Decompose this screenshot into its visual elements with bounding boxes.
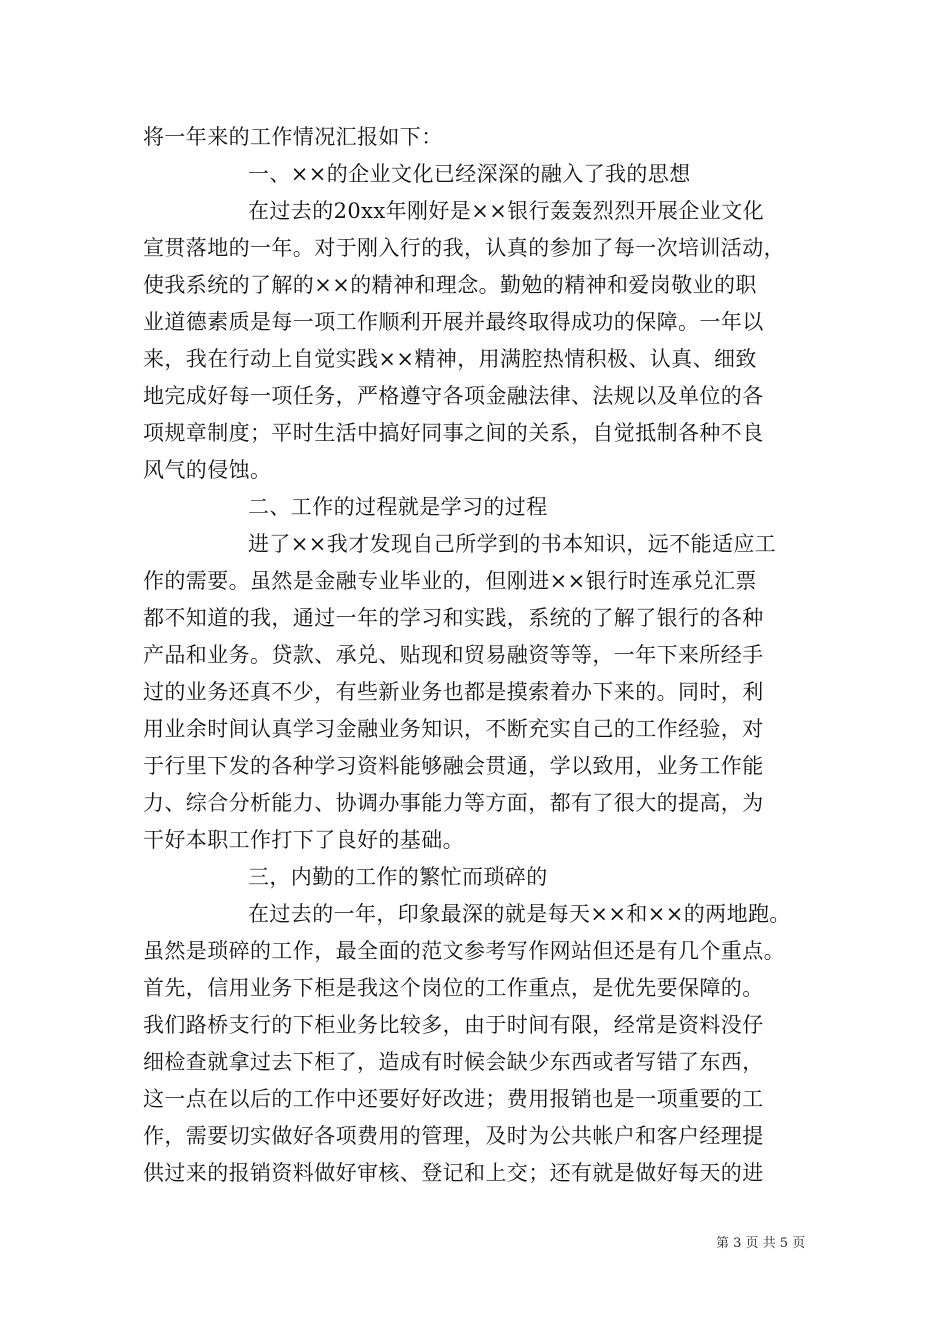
text-line: 过的业务还真不少，有些新业务也都是摸索着办下来的。同时，利 — [143, 680, 764, 704]
text-line: 力、综合分析能力、协调办事能力等方面，都有了很大的提高，为 — [143, 791, 764, 815]
text-line: 来，我在行动上自觉实践××精神，用满腔热情积极、认真、细致 — [143, 347, 757, 371]
text-line: 虽然是琐碎的工作，最全面的范文参考写作网站但还是有几个重点。 — [143, 939, 785, 963]
section-heading: 三，内勤的工作的繁忙而琐碎的 — [248, 865, 548, 889]
page-indicator: 第 3 页 共 5 页 — [716, 1236, 806, 1251]
text-line: 使我系统的了解的××的精神和理念。勤勉的精神和爱岗敬业的职 — [143, 273, 757, 297]
text-line: 业道德素质是每一项工作顺利开展并最终取得成功的保障。一年以 — [143, 310, 764, 334]
text-line: 宣贯落地的一年。对于刚入行的我，认真的参加了每一次培训活动， — [143, 236, 785, 260]
text-line: 地完成好每一项任务，严格遵守各项金融法律、法规以及单位的各 — [143, 384, 764, 408]
text-line: 风气的侵蚀。 — [143, 458, 272, 482]
text-line: 这一点在以后的工作中还要好好改进；费用报销也是一项重要的工 — [143, 1087, 764, 1111]
section-heading: 一、××的企业文化已经深深的融入了我的思想 — [248, 162, 691, 186]
paragraph-first-line: 在过去的一年，印象最深的就是每天××和××的两地跑。 — [248, 902, 791, 926]
text-line: 用业余时间认真学习金融业务知识，不断充实自己的工作经验，对 — [143, 717, 764, 741]
text-line: 将一年来的工作情况汇报如下： — [143, 125, 443, 149]
text-line: 首先，信用业务下柜是我这个岗位的工作重点，是优先要保障的。 — [143, 976, 764, 1000]
text-line: 细检查就拿过去下柜了，造成有时候会缺少东西或者写错了东西， — [143, 1050, 764, 1074]
text-line: 产品和业务。贷款、承兑、贴现和贸易融资等等，一年下来所经手 — [143, 643, 764, 667]
text-line: 干好本职工作打下了良好的基础。 — [143, 828, 464, 852]
paragraph-first-line: 进了××我才发现自己所学到的书本知识，远不能适应工 — [248, 532, 777, 556]
section-heading: 二、工作的过程就是学习的过程 — [248, 495, 548, 519]
text-line: 项规章制度；平时生活中搞好同事之间的关系，自觉抵制各种不良 — [143, 421, 764, 445]
text-line: 作的需要。虽然是金融专业毕业的，但刚进××银行时连承兑汇票 — [143, 569, 757, 593]
text-line: 供过来的报销资料做好审核、登记和上交；还有就是做好每天的进 — [143, 1161, 764, 1185]
text-line: 我们路桥支行的下柜业务比较多，由于时间有限，经常是资料没仔 — [143, 1013, 764, 1037]
text-line: 都不知道的我，通过一年的学习和实践，系统的了解了银行的各种 — [143, 606, 764, 630]
text-line: 于行里下发的各种学习资料能够融会贯通，学以致用，业务工作能 — [143, 754, 764, 778]
paragraph-first-line: 在过去的20xx年刚好是××银行轰轰烈烈开展企业文化 — [248, 199, 764, 223]
text-line: 作，需要切实做好各项费用的管理，及时为公共帐户和客户经理提 — [143, 1124, 764, 1148]
